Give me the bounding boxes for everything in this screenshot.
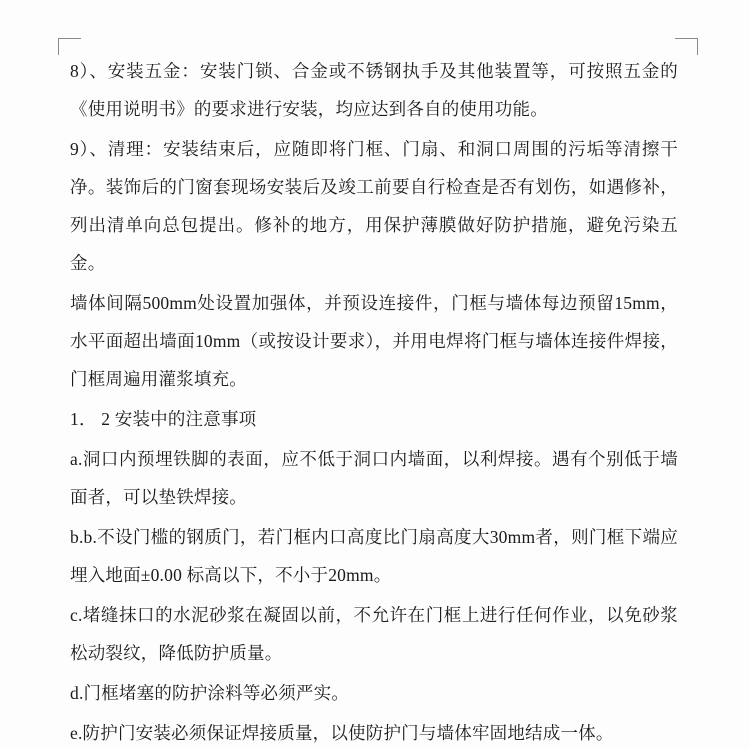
paragraph-note-a: a.洞口内预埋铁脚的表面，应不低于洞口内墙面，以利焊接。遇有个别低于墙面者，可以垫铁焊接。 [70,449,678,507]
paragraph-note-e: e.防护门安装必须保证焊接质量，以使防护门与墙体牢固地结成一体。 [70,723,614,743]
document-body [70,52,678,754]
section-heading-installation-notes: 1． 2 安装中的注意事项 [70,409,257,429]
paragraph-note-b: b.b.不设门槛的钢质门，若门框内口高度比门扇高度大30mm者，则门框下端应埋入地面±0.00 标高以下，不小于20mm。 [70,527,678,585]
paragraph-cleanup: 9）、清理：安装结束后，应随即将门框、门扇、和洞口周围的污垢等清擦干净。装饰后的门窗套现场安装后及竣工前要自行检查是否有划伤，如遇修补，列出清单向总包提出。修补的地方，用保护薄膜做好防护措施，避免污染五金。 [70,139,678,273]
page-corner-mark-top-right [675,38,698,55]
paragraph-note-d: d.门框堵塞的防护涂料等必须严实。 [70,683,350,703]
paragraph-install-hardware: 8）、安装五金：安装门锁、合金或不锈钢执手及其他装置等，可按照五金的《使用说明书》的要求进行安装，均应达到各自的使用功能。 [70,61,678,119]
paragraph-wall-spacing: 墙体间隔500mm处设置加强体，并预设连接件，门框与墙体每边预留15mm，水平面超出墙面10mm（或按设计要求），并用电焊将门框与墙体连接件焊接，门框周遍用灌浆填充。 [70,293,678,389]
paragraph-note-c: c.堵缝抹口的水泥砂浆在凝固以前，不允许在门框上进行任何作业，以免砂浆松动裂纹，降低防护质量。 [70,605,678,663]
